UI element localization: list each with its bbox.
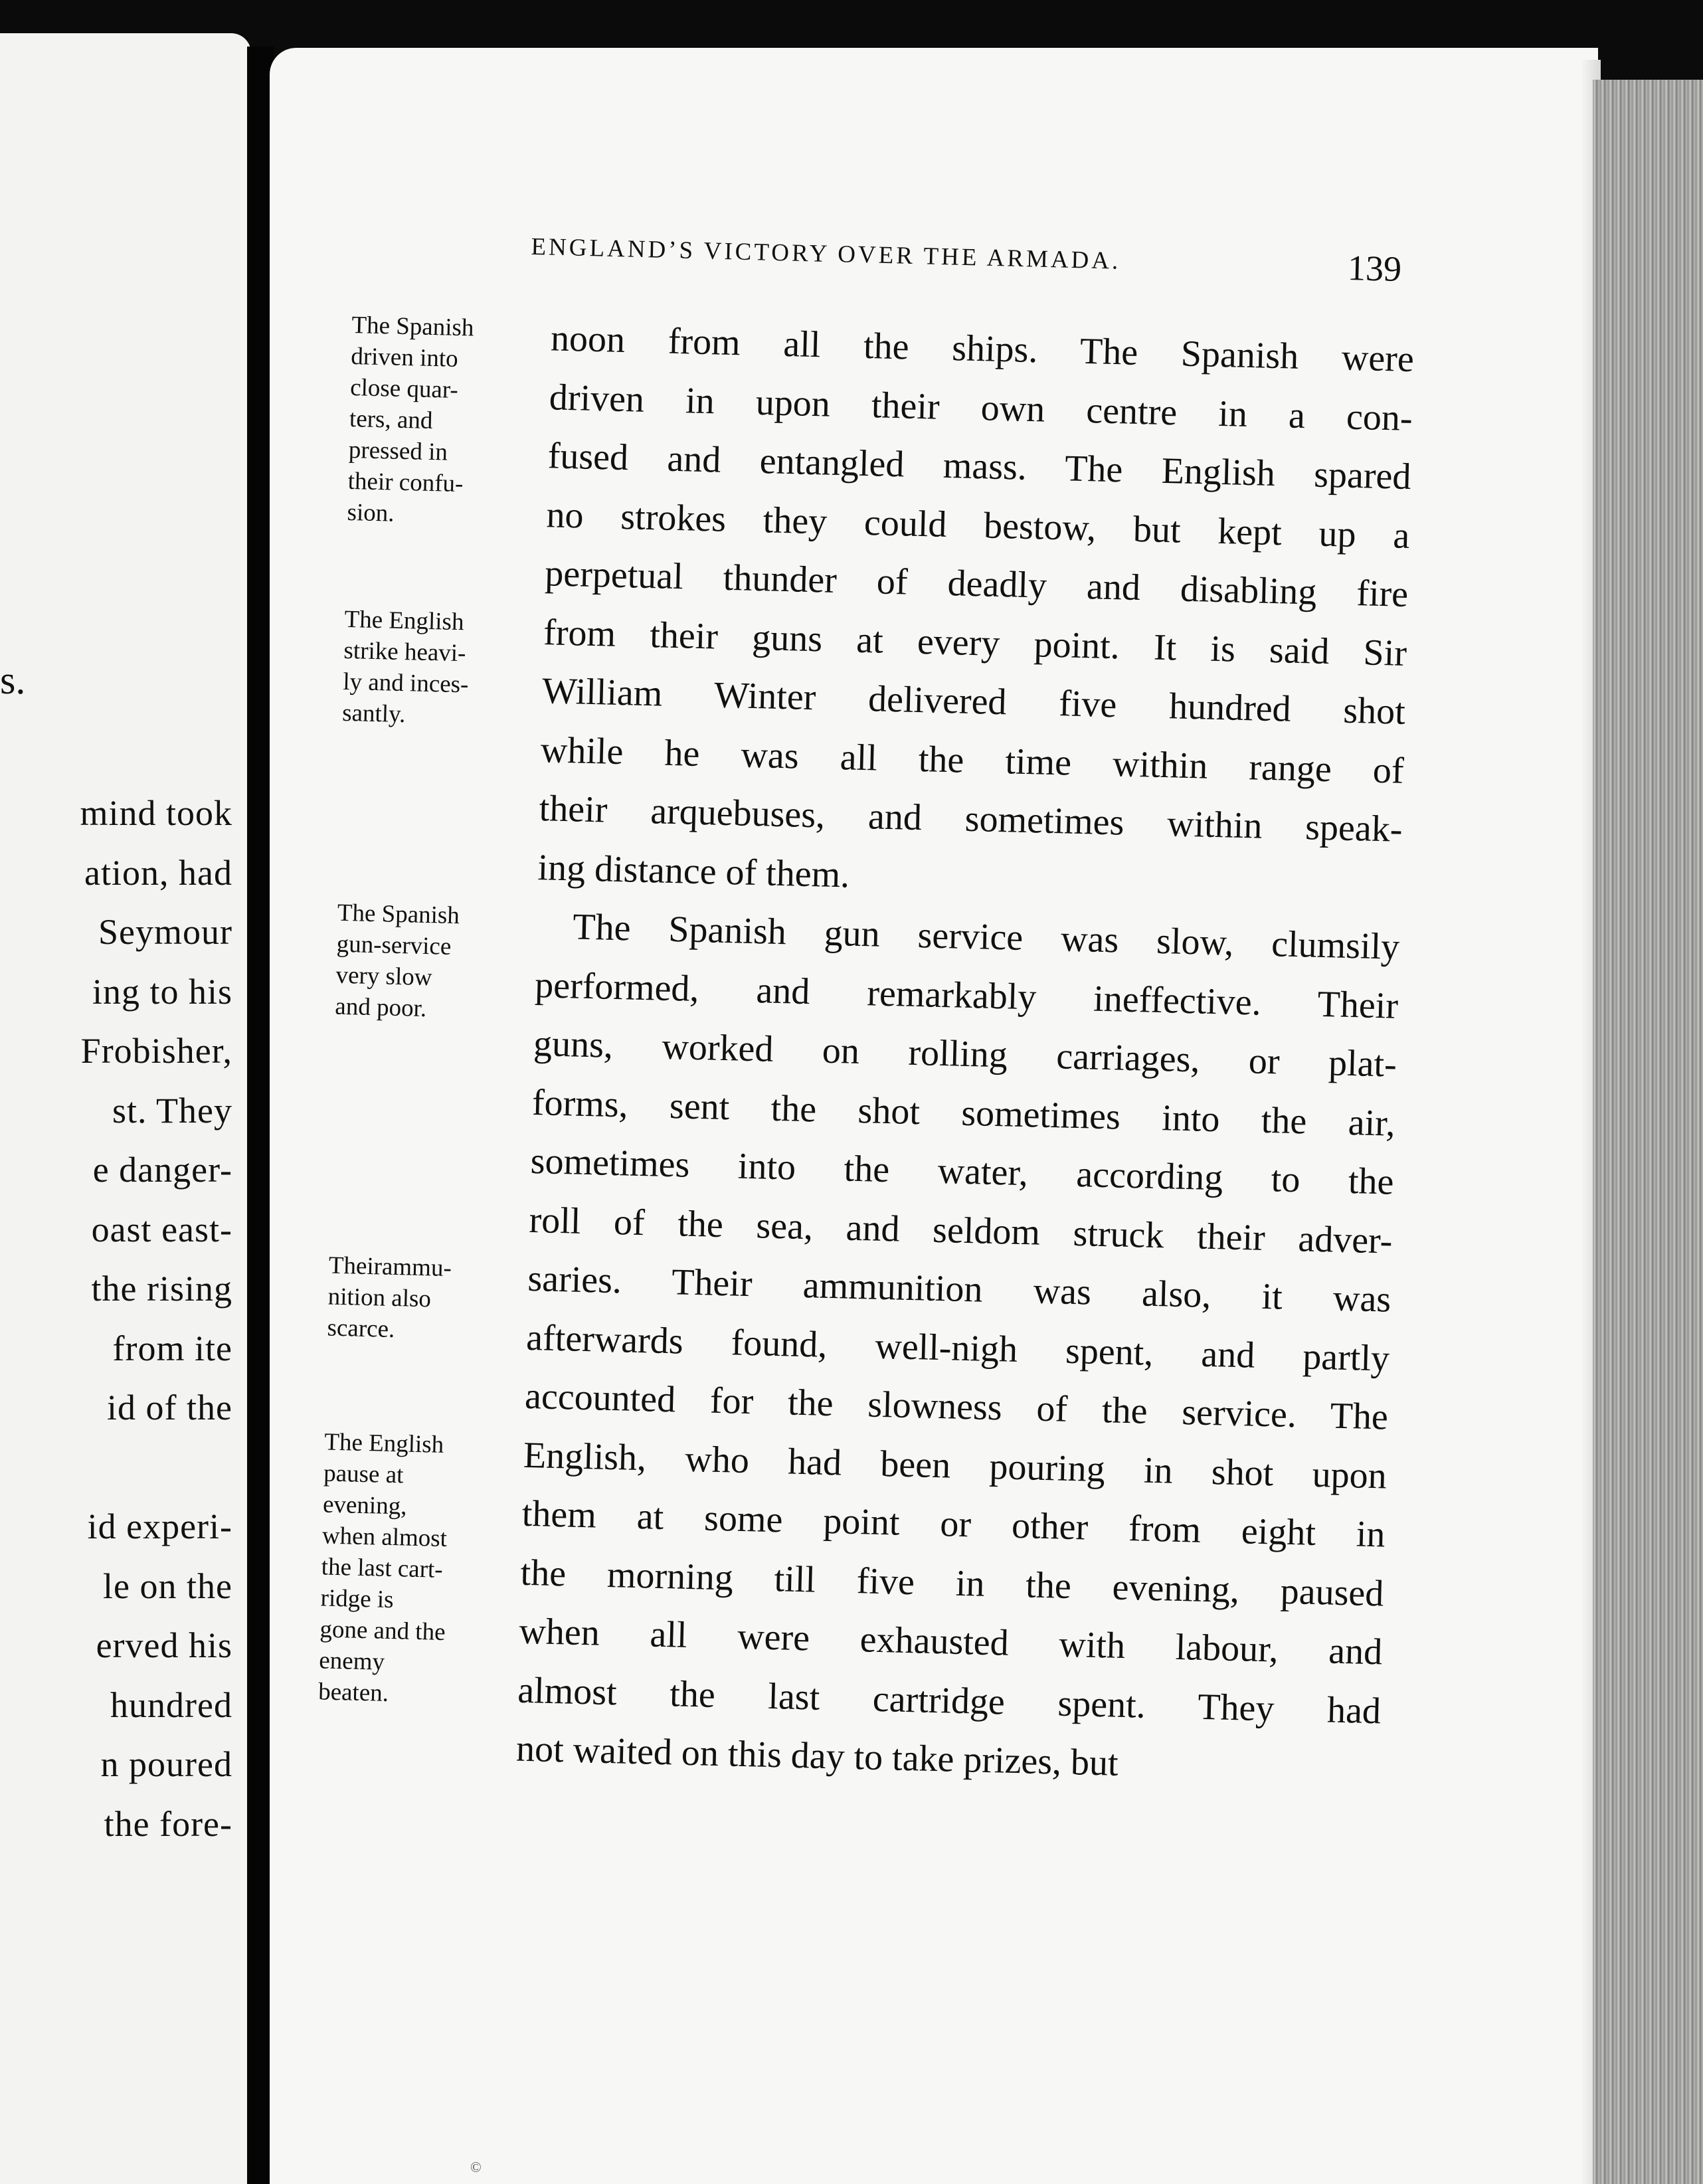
left-facing-page [0,33,251,2184]
side-note-line: beaten. [317,1677,389,1707]
side-note [335,897,531,1027]
left-page-line: ing to his [92,971,232,1012]
body-line: them at some point or other from eight in [521,1493,1386,1556]
side-note-line: The English [344,605,465,636]
left-page-line: id experi- [87,1506,232,1546]
body-line: noon from all the ships. The Spanish were [550,318,1415,381]
left-page-line: oast east- [91,1209,232,1249]
body-line: while he was all the time within range of [540,729,1405,792]
body-line: guns, worked on rolling carriages, or plat- [533,1023,1397,1085]
left-page-line: st. They [112,1090,232,1131]
side-note-line: very slow [335,961,432,992]
side-note-line: Theirammu- [328,1251,452,1283]
side-note-line: ters, and [349,405,433,435]
left-page-fragment: s. [0,658,26,702]
body-line: sometimes into the water, according to the [530,1140,1395,1203]
side-note-line: pressed in [348,436,448,466]
side-note-line: The Spanish [351,312,474,342]
body-line: forms, sent the shot sometimes into the air, [531,1081,1396,1144]
side-note-line: their confu- [347,467,464,498]
side-note-line: The English [323,1427,444,1459]
side-note [318,1426,517,1712]
body-line: afterwards found, well-nigh spent, and partly [525,1317,1390,1380]
left-page-line: the fore- [104,1803,232,1844]
body-line: fused and entangled mass. The English spared [547,435,1412,498]
side-note-line: and poor. [334,992,427,1023]
left-page-line: e danger- [92,1150,232,1190]
side-note-line: close quar- [349,373,459,404]
left-page-line: mind took [80,793,232,833]
side-note-line: the last cart- [321,1552,444,1584]
footer-mark: © [470,2159,482,2175]
body-line: the morning till five in the evening, paused [519,1552,1385,1615]
side-note-line: gone and the [319,1615,446,1646]
side-note-line: driven into [350,342,459,373]
body-line: William Winter delivered five hundred shot [541,670,1406,733]
body-line: not waited on this day to take prizes, but [515,1728,1119,1784]
left-page-line: le on the [103,1566,232,1606]
side-note [327,1250,521,1348]
side-note-line: enemy [318,1646,385,1676]
body-line: from their guns at every point. It is said Sir [543,611,1407,674]
left-page-line: Seymour [98,912,232,952]
side-note-line: nition also [327,1283,432,1313]
left-page-text [80,784,232,1854]
left-page-line: erved his [96,1625,232,1665]
side-note-line: strike heavi- [343,636,466,667]
side-note-line: The Spanish [337,899,460,930]
body-line: when all were exhausted with labour, and [518,1610,1383,1673]
left-page-line: the rising [91,1269,232,1309]
left-page-line [80,1438,232,1498]
side-note-line: sion. [347,498,395,527]
body-line: perpetual thunder of deadly and disabling fire [544,553,1409,615]
body-line: roll of the sea, and seldom struck their adver- [528,1199,1393,1262]
body-line: their arquebuses, and sometimes within speak- [539,788,1403,850]
side-note-line: evening, [322,1490,407,1520]
body-line: English, who had been pouring in shot upon [523,1434,1388,1497]
body-line: saries. Their ammunition was also, it was [527,1257,1391,1320]
body-line: performed, and remarkably ineffective. Their [534,964,1399,1027]
side-note [347,310,545,533]
page-number: 139 [1347,248,1402,290]
body-line: The Spanish gun service was slow, clumsily [572,906,1400,968]
body-line: ing distance of them. [537,846,850,896]
left-page-line: id of the [107,1388,232,1427]
side-note-line: ly and inces- [342,668,469,698]
left-page-line: Frobisher, [80,1031,232,1071]
left-page-line: hundred [110,1684,232,1725]
side-note-line: ridge is [320,1584,395,1613]
body-line: no strokes they could bestow, but kept up a [545,494,1411,557]
left-page-line: ation, had [84,852,232,893]
stacked-page-edges [1593,80,1703,2184]
side-note-line: pause at [323,1459,404,1489]
side-note-line: gun-service [336,930,452,960]
side-note-line: scarce. [327,1314,395,1344]
body-line: almost the last cartridge spent. They had [517,1669,1382,1732]
body-line: accounted for the slowness of the service. The [524,1375,1389,1438]
side-note-line: when almost [321,1521,448,1552]
side-note [342,603,538,733]
left-page-line: n poured [100,1744,232,1784]
running-head: ENGLAND’S VICTORY OVER THE ARMADA. [530,232,1121,275]
left-page-line: from ite [112,1328,232,1368]
side-note-line: santly. [341,699,406,728]
body-line: driven in upon their own centre in a con- [549,376,1413,439]
